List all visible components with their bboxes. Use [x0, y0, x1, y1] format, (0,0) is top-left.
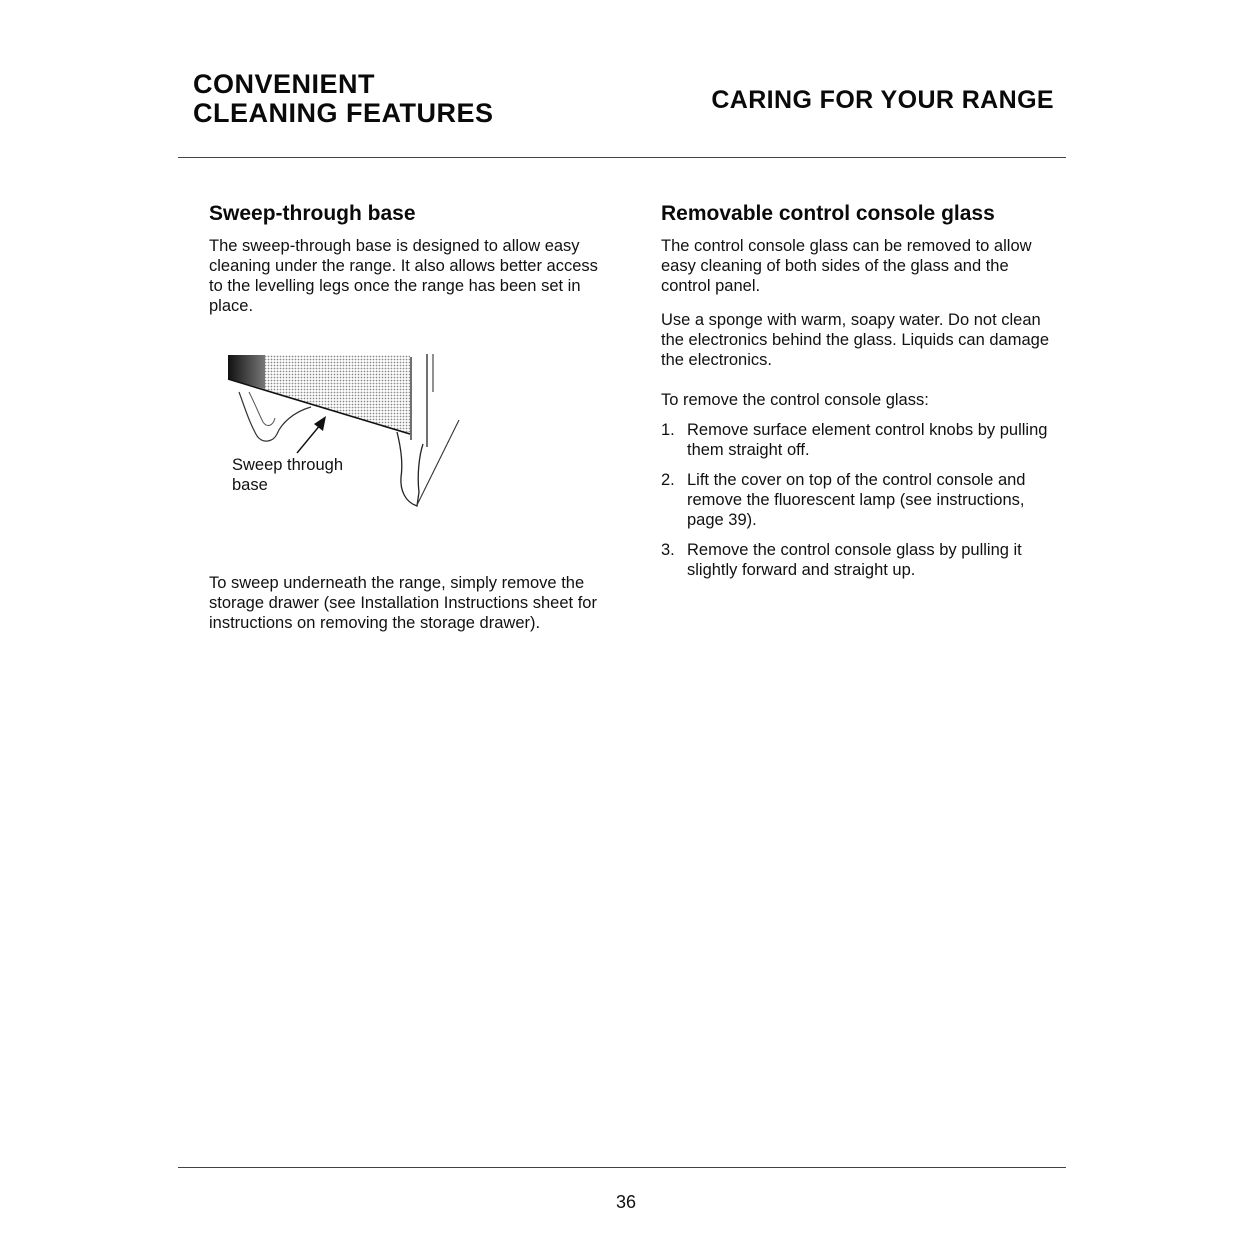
list-item [661, 540, 1061, 580]
levelling-leg-right [397, 432, 423, 506]
section-title [193, 70, 494, 128]
right-column [661, 202, 1061, 590]
sweep-through-heading: Sweep-through base [209, 202, 416, 225]
step-number: 3. [661, 541, 675, 559]
levelling-leg-detail [249, 392, 275, 425]
footer-divider [178, 1167, 1066, 1168]
steps-intro: To remove the control console glass: [661, 391, 929, 409]
console-glass-note: Use a sponge with warm, soapy water. Do not clean the electronics behind the glass. Liquids can damage the electronics. [661, 311, 1049, 369]
figure-caption-line-1: Sweep through [232, 456, 343, 474]
header-divider [178, 157, 1066, 158]
console-glass-intro: The control console glass can be removed to allow easy cleaning of both sides of the glass and the control panel. [661, 237, 1032, 295]
floor-line [417, 420, 459, 505]
arrow-shaft [297, 424, 321, 453]
step-text: Remove surface element control knobs by pulling them straight off. [687, 421, 1048, 459]
cabinet-face [265, 355, 410, 434]
list-item [661, 470, 1061, 530]
step-number: 2. [661, 471, 675, 489]
chapter-title: CARING FOR YOUR RANGE [711, 86, 1054, 114]
left-column [209, 202, 609, 647]
step-number: 1. [661, 421, 675, 439]
figure-caption [232, 455, 343, 495]
sweep-through-instructions: To sweep underneath the range, simply remove the storage drawer (see Installation Instructions sheet for instructions on removing the storage drawer). [209, 574, 597, 632]
step-text: Lift the cover on top of the control console and remove the fluorescent lamp (see instructions, page 39). [687, 471, 1026, 529]
console-glass-heading: Removable control console glass [661, 202, 995, 225]
step-text: Remove the control console glass by pulling it slightly forward and straight up. [687, 541, 1022, 579]
page-number: 36 [615, 1192, 637, 1212]
section-title-line-2: CLEANING FEATURES [193, 98, 494, 128]
figure-caption-line-2: base [232, 476, 268, 494]
removal-steps [661, 420, 1061, 580]
arrow-head-icon [314, 416, 326, 431]
sweep-through-illustration [225, 352, 485, 517]
list-item [661, 420, 1061, 460]
sweep-through-intro: The sweep-through base is designed to allow easy cleaning under the range. It also allows better access to the levelling legs once the range has been set in place. [209, 237, 598, 315]
section-title-line-1: CONVENIENT [193, 69, 376, 99]
